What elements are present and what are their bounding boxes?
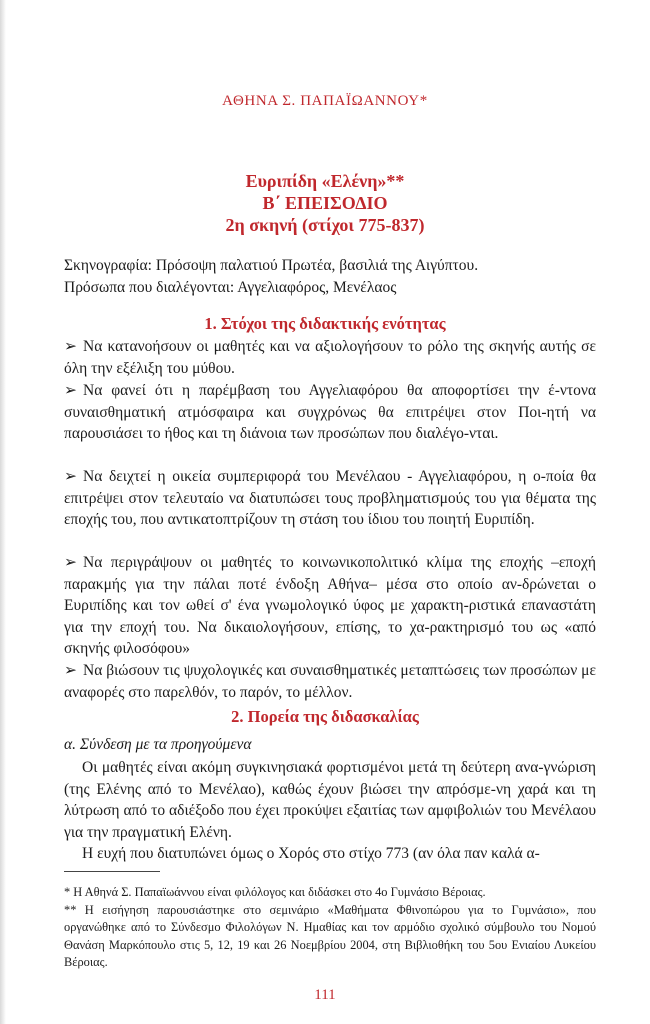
body-paragraph [64, 757, 596, 843]
body-text: Οι μαθητές είναι ακόμη συγκινησιακά φορτισμένοι μετά τη δεύτερη ανα-γνώριση (της Ελένης από το Μενέλαο), καθώς έχουν βιώσει την απρόσμε-νη χαρά και τη λύτρωση από το αδιέξοδο που έχει προκύψει εξαιτίας των αμφιβολιών του Μενέλαου για την πραγματική Ελένη. [64, 759, 596, 841]
bullet-arrow-icon: ➢ [64, 554, 77, 571]
footnote [64, 884, 596, 901]
section-2-heading: 2. Πορεία της διδασκαλίας [231, 707, 419, 726]
bullet-arrow-icon: ➢ [64, 468, 77, 485]
scenography-line: Σκηνογραφία: Πρόσοψη παλατιού Πρωτέα, βασιλιά της Αιγύπτου. [64, 257, 479, 274]
document-title [0, 170, 650, 236]
title-line: 2η σκηνή (στίχοι 775-837) [225, 215, 425, 235]
bullet-arrow-icon: ➢ [64, 662, 77, 679]
body-text: Η ευχή που διατυπώνει όμως ο Χορός στο στίχο 773 (αν όλα παν καλά α- [82, 845, 540, 862]
goal-text: Να δειχτεί η οικεία συμπεριφορά του Μενέλαου - Αγγελιαφόρου, η ο-ποία θα επιτρέψει στον τελευταίο να διατυπώσει τους προβληματισμούς του για θέματα της εποχής του, που αντικατοπτρίζουν τη στάση του ίδιου του ποιητή Ευριπίδη. [64, 468, 596, 529]
bullet-arrow-icon: ➢ [64, 382, 77, 399]
author-line: ΑΘΗΝΑ Σ. ΠΑΠΑΪΩΑΝΝΟΥ* [222, 93, 428, 109]
title-line: Β΄ ΕΠΕΙΣΟΔΙΟ [262, 193, 388, 213]
subsection-heading: α. Σύνδεση με τα προηγούμενα [64, 736, 252, 753]
footnote-text: * Η Αθηνά Σ. Παπαϊωάννου είναι φιλόλογος και διδάσκει στο 4ο Γυμνάσιο Βέροιας. [64, 885, 486, 899]
title-line: Ευριπίδη «Ελένη»** [245, 171, 405, 191]
goal-item [64, 660, 596, 703]
page-edge-shadow [0, 0, 6, 1024]
goal-text: Να βιώσουν τις ψυχολογικές και συναισθηματικές μεταπτώσεις των προσώπων με αναφορές στο παρελθόν, το παρόν, το μέλλον. [64, 662, 596, 701]
goal-text: Να περιγράψουν οι μαθητές το κοινωνικοπολιτικό κλίμα της εποχής –εποχή παρακμής για την πάλαι ποτέ ένδοξη Αθήνα– μέσα στο οποίο αν-δρώνεται ο Ευριπίδης και τον ωθεί σ' ένα γνωμολογικό ύφος με χαρακτη-ριστικά επαναστάτη για την εποχή του. Να δικαιολογήσουν, επίσης, το χα-ρακτηρισμό του ως «από σκηνής φιλοσόφου» [64, 554, 596, 658]
goal-item [64, 380, 596, 445]
section-1-heading: 1. Στόχοι της διδακτικής ενότητας [204, 314, 446, 333]
characters-line: Πρόσωπα που διαλέγονται: Αγγελιαφόρος, Μενέλαος [64, 279, 397, 296]
stage-info [64, 255, 478, 299]
goal-text: Να κατανοήσουν οι μαθητές και να αξιολογήσουν το ρόλο της σκηνής αυτής σε όλη την εξέλιξη του μύθου. [64, 338, 596, 377]
footnote-divider [64, 871, 160, 872]
bullet-arrow-icon: ➢ [64, 338, 77, 355]
goal-text: Να φανεί ότι η παρέμβαση του Αγγελιαφόρου θα αποφορτίσει την έ-ντονα συναισθηματική ατμόσφαιρα και συγχρόνως θα επιτρέψει στον Ποι-ητή να παρουσιάσει το ήθος και τη διάνοια των προσώπων που διαλέγο-νται. [64, 382, 596, 443]
goal-item [64, 552, 596, 660]
goal-item [64, 466, 596, 531]
goal-item [64, 336, 596, 379]
footnote [64, 902, 596, 972]
body-paragraph [64, 843, 596, 865]
footnote-text: ** Η εισήγηση παρουσιάστηκε στο σεμινάριο «Μαθήματα Φθινοπώρου για το Γυμνάσιο», που οργανώθηκε από το Σύνδεσμο Φιλολόγων Ν. Ημαθίας και τον αρμόδιο σχολικό σύμβουλο του Νομού Θανάση Μαρκόπουλο στις 5, 12, 19 και 26 Νοεμβρίου 2004, στη Βιβλιοθήκη του 5ου Ενιαίου Λυκείου Βέροιας. [64, 903, 596, 970]
page-number: 111 [314, 987, 336, 1003]
